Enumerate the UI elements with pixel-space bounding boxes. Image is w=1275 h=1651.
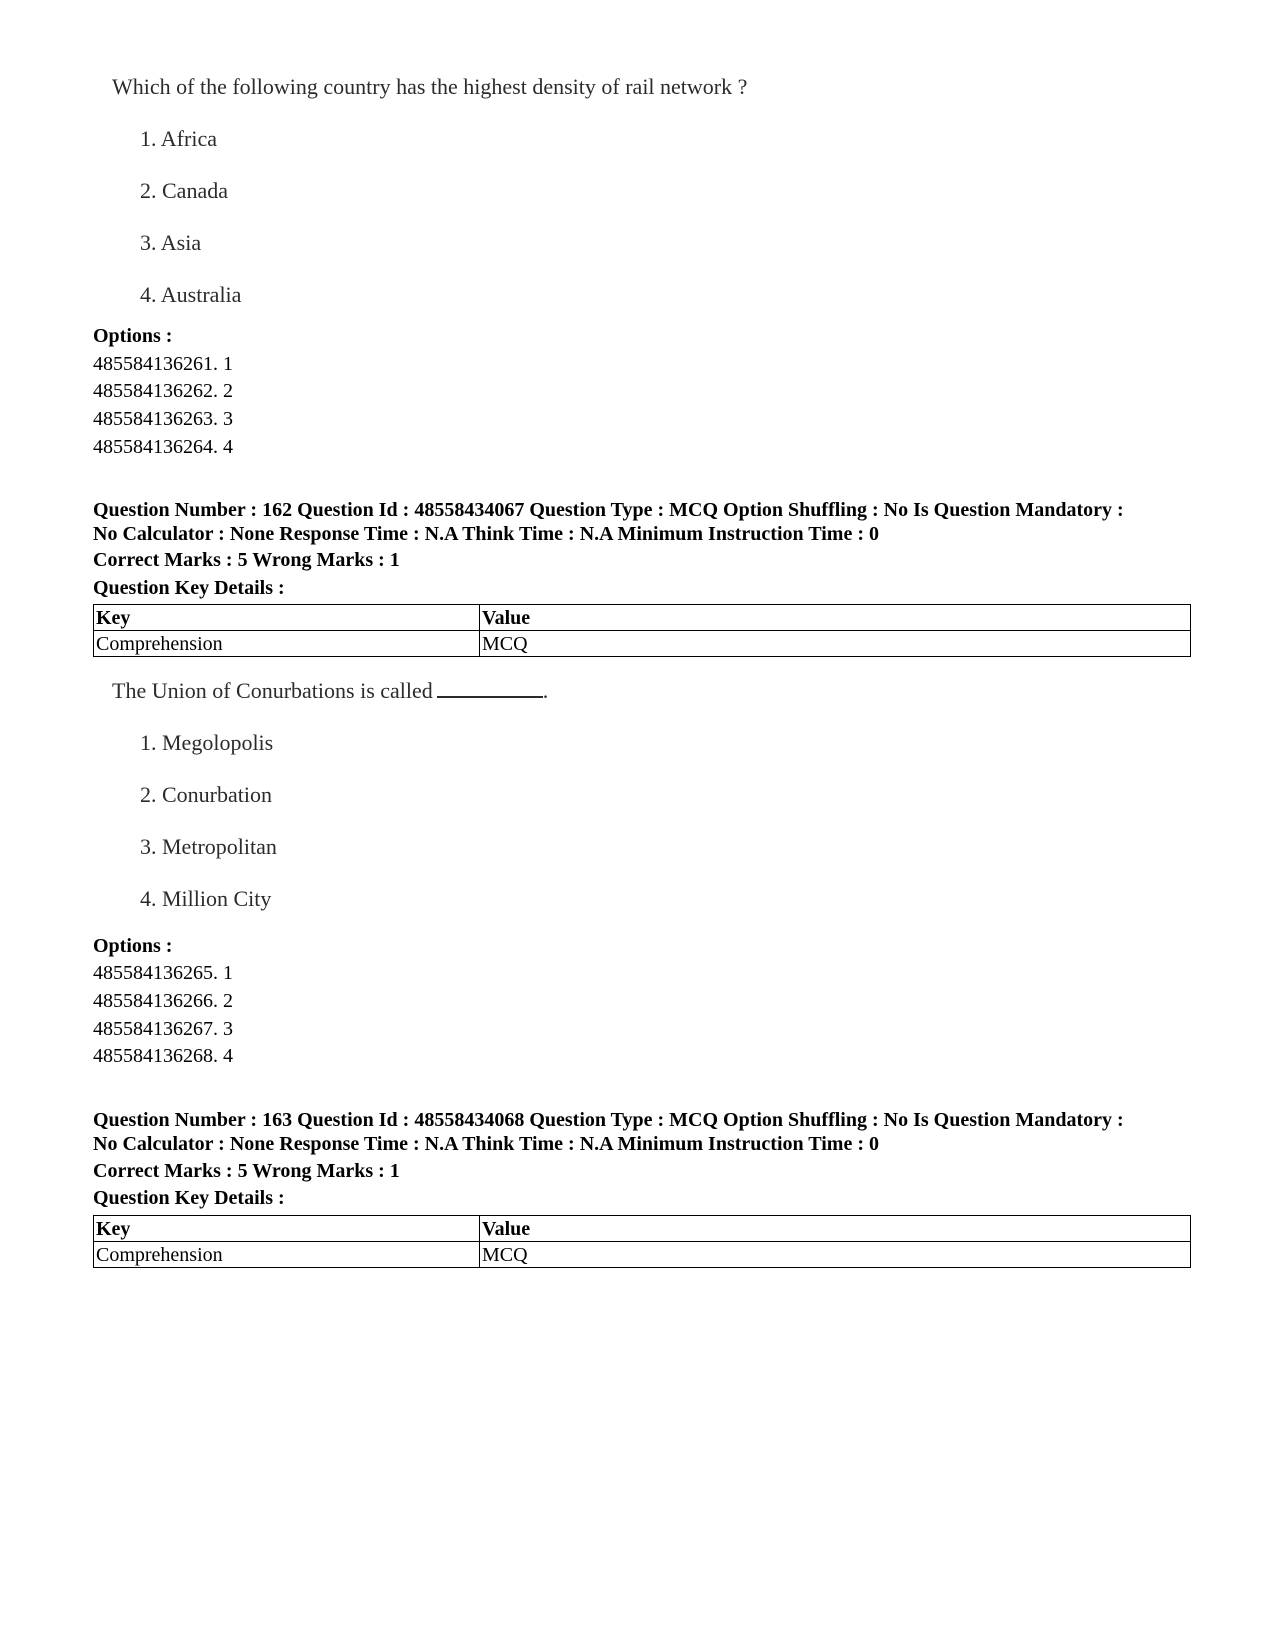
option-item: 485584136263. 3	[93, 408, 233, 430]
table-cell: MCQ	[480, 631, 1191, 657]
question-stem-end: .	[542, 678, 549, 703]
key-details-label: Question Key Details :	[93, 1187, 285, 1209]
option-item: 485584136264. 4	[93, 436, 233, 458]
question-stem-text: The Union of Conurbations is called	[112, 678, 433, 703]
blank-line	[437, 678, 543, 698]
table-header-cell: Value	[480, 605, 1191, 631]
choice-item: 1. Megolopolis	[140, 730, 274, 755]
meta-line: No Calculator : None Response Time : N.A Think Time : N.A Minimum Instruction Time : 0	[93, 1133, 879, 1155]
key-details-table	[93, 1215, 1191, 1268]
options-label: Options :	[93, 325, 173, 347]
option-item: 485584136265. 1	[93, 962, 233, 984]
marks-line: Correct Marks : 5 Wrong Marks : 1	[93, 1160, 400, 1182]
choice-item: 2. Conurbation	[140, 782, 272, 807]
meta-line: Question Number : 162 Question Id : 48558434067 Question Type : MCQ Option Shuffling : No Is Question Mandatory :	[93, 499, 1124, 521]
marks-line: Correct Marks : 5 Wrong Marks : 1	[93, 549, 400, 571]
table-row	[94, 1242, 1191, 1268]
table-header-cell: Value	[480, 1216, 1191, 1242]
table-header-row	[94, 605, 1191, 631]
question-stem: Which of the following country has the highest density of rail network ?	[112, 74, 748, 99]
table-header-cell: Key	[94, 605, 480, 631]
option-item: 485584136267. 3	[93, 1018, 233, 1040]
table-cell: Comprehension	[94, 1242, 480, 1268]
meta-line: No Calculator : None Response Time : N.A Think Time : N.A Minimum Instruction Time : 0	[93, 523, 879, 545]
option-item: 485584136261. 1	[93, 353, 233, 375]
key-details-label: Question Key Details :	[93, 577, 285, 599]
meta-line: Question Number : 163 Question Id : 48558434068 Question Type : MCQ Option Shuffling : No Is Question Mandatory :	[93, 1109, 1124, 1131]
option-item: 485584136266. 2	[93, 990, 233, 1012]
table-cell: MCQ	[480, 1242, 1191, 1268]
table-cell: Comprehension	[94, 631, 480, 657]
key-details-table	[93, 604, 1191, 657]
choice-item: 1. Africa	[140, 126, 217, 151]
choice-item: 3. Asia	[140, 230, 202, 255]
table-row	[94, 631, 1191, 657]
choice-item: 4. Australia	[140, 282, 242, 307]
question-meta	[93, 1108, 1203, 1156]
choice-item: 4. Million City	[140, 886, 272, 911]
table-header-row	[94, 1216, 1191, 1242]
question-stem	[112, 678, 548, 704]
options-label: Options :	[93, 935, 173, 957]
question-meta	[93, 498, 1203, 546]
choice-item: 2. Canada	[140, 178, 228, 203]
option-item: 485584136268. 4	[93, 1045, 233, 1067]
option-item: 485584136262. 2	[93, 380, 233, 402]
table-header-cell: Key	[94, 1216, 480, 1242]
choice-item: 3. Metropolitan	[140, 834, 277, 859]
